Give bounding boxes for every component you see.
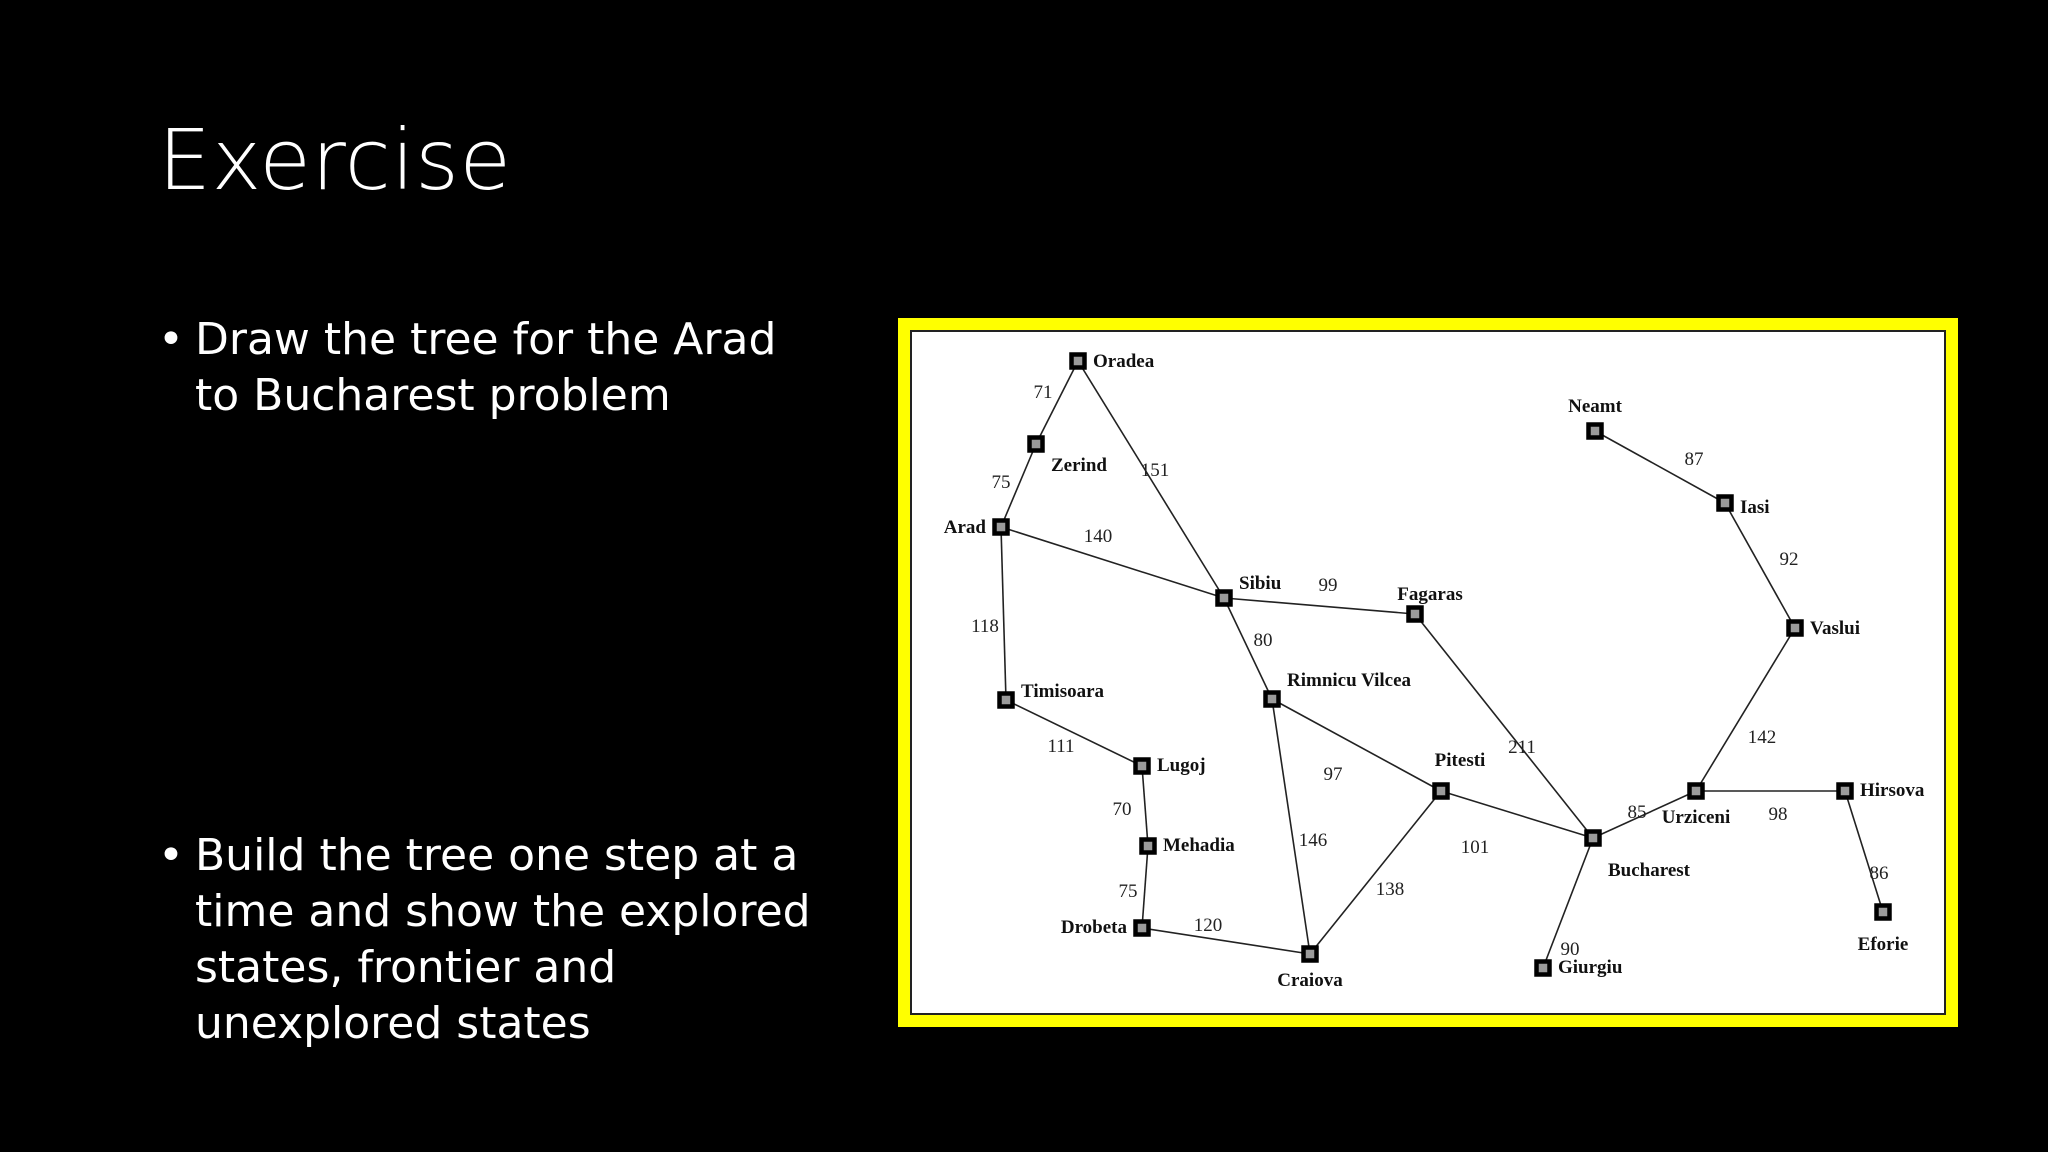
- distance-label-urziceni-hirsova: 98: [1768, 804, 1788, 825]
- road-iasi-neamt: [1595, 431, 1725, 503]
- city-label-lugoj: Lugoj: [1157, 755, 1206, 776]
- city-node-urziceni: [1690, 785, 1703, 798]
- distance-label-urziceni-vaslui: 142: [1747, 727, 1777, 748]
- city-label-fagaras: Fagaras: [1397, 584, 1463, 605]
- city-label-sibiu: Sibiu: [1239, 573, 1282, 594]
- city-label-neamt: Neamt: [1568, 396, 1622, 417]
- road-craiova-pitesti: [1310, 791, 1441, 954]
- road-arad-timisoara: [1001, 527, 1006, 700]
- distance-label-rimnicu-craiova: 146: [1298, 830, 1328, 851]
- city-node-iasi: [1719, 497, 1732, 510]
- city-node-eforie: [1877, 906, 1890, 919]
- distance-label-rimnicu-pitesti: 97: [1323, 764, 1343, 785]
- distance-label-oradea-zerind: 71: [1033, 382, 1053, 403]
- bullet-text: Draw the tree for the Arad to Bucharest problem: [195, 314, 777, 421]
- distance-label-timisoara-lugoj: 111: [1047, 736, 1075, 757]
- city-label-drobeta: Drobeta: [1060, 917, 1127, 938]
- city-label-bucharest: Bucharest: [1608, 860, 1690, 881]
- road-urziceni-vaslui: [1696, 628, 1795, 791]
- distance-label-zerind-arad: 75: [991, 472, 1011, 493]
- distance-label-vaslui-iasi: 92: [1779, 549, 1799, 570]
- road-pitesti-bucharest: [1441, 791, 1593, 838]
- distance-label-fagaras-bucharest: 211: [1508, 737, 1536, 758]
- city-node-bucharest: [1587, 832, 1600, 845]
- city-label-timisoara: Timisoara: [1021, 681, 1105, 702]
- road-fagaras-bucharest: [1415, 614, 1593, 838]
- city-node-giurgiu: [1537, 962, 1550, 975]
- city-node-oradea: [1072, 355, 1085, 368]
- city-label-vaslui: Vaslui: [1810, 618, 1860, 639]
- romania-map-frame: [898, 318, 1958, 1027]
- bullet-marker: •: [158, 314, 184, 365]
- slide-title: Exercise: [158, 111, 512, 209]
- city-label-pitesti: Pitesti: [1434, 750, 1486, 771]
- city-node-lugoj: [1136, 760, 1149, 773]
- city-node-pitesti: [1435, 785, 1448, 798]
- city-node-vaslui: [1789, 622, 1802, 635]
- city-label-zerind: Zerind: [1051, 455, 1107, 476]
- road-rimnicu-craiova: [1272, 699, 1310, 954]
- city-node-zerind: [1030, 438, 1043, 451]
- road-hirsova-eforie: [1845, 791, 1883, 912]
- road-arad-sibiu: [1001, 527, 1224, 598]
- city-label-urziceni: Urziceni: [1661, 807, 1731, 828]
- distance-label-iasi-neamt: 87: [1684, 449, 1704, 470]
- city-node-neamt: [1589, 425, 1602, 438]
- city-node-drobeta: [1136, 922, 1149, 935]
- distance-label-oradea-sibiu: 151: [1140, 460, 1170, 481]
- city-node-fagaras: [1409, 608, 1422, 621]
- romania-road-map-diagram: [910, 330, 1946, 1015]
- city-label-mehadia: Mehadia: [1163, 835, 1235, 856]
- distance-label-bucharest-giurgiu: 90: [1560, 939, 1580, 960]
- city-label-eforie: Eforie: [1857, 934, 1909, 955]
- city-node-hirsova: [1839, 785, 1852, 798]
- distance-label-sibiu-rimnicu: 80: [1253, 630, 1273, 651]
- city-node-sibiu: [1218, 592, 1231, 605]
- distance-label-sibiu-fagaras: 99: [1318, 575, 1338, 596]
- road-mehadia-drobeta: [1142, 846, 1148, 928]
- road-drobeta-craiova: [1142, 928, 1310, 954]
- city-label-craiova: Craiova: [1277, 970, 1343, 991]
- distance-labels-layer: [971, 382, 1888, 960]
- bullet-marker: •: [158, 830, 184, 881]
- bullet-item-draw-tree: [158, 312, 818, 424]
- city-label-arad: Arad: [943, 517, 986, 538]
- distance-label-lugoj-mehadia: 70: [1112, 799, 1132, 820]
- distance-label-pitesti-bucharest: 101: [1460, 837, 1490, 858]
- city-label-hirsova: Hirsova: [1860, 780, 1925, 801]
- city-node-timisoara: [1000, 694, 1013, 707]
- distance-label-bucharest-urziceni: 85: [1627, 802, 1647, 823]
- distance-label-arad-timisoara: 118: [971, 616, 999, 637]
- distance-label-hirsova-eforie: 86: [1869, 863, 1889, 884]
- city-node-arad: [995, 521, 1008, 534]
- city-node-rimnicu: [1266, 693, 1279, 706]
- city-label-giurgiu: Giurgiu: [1558, 957, 1623, 978]
- city-label-rimnicu: Rimnicu Vilcea: [1287, 670, 1412, 691]
- roads-layer: [1001, 361, 1883, 968]
- road-sibiu-fagaras: [1224, 598, 1415, 614]
- city-node-mehadia: [1142, 840, 1155, 853]
- distance-label-craiova-pitesti: 138: [1375, 879, 1405, 900]
- city-label-iasi: Iasi: [1740, 497, 1770, 518]
- city-label-oradea: Oradea: [1093, 351, 1155, 372]
- bullet-item-build-tree: [158, 828, 818, 1052]
- distance-label-mehadia-drobeta: 75: [1118, 881, 1138, 902]
- distance-label-arad-sibiu: 140: [1083, 526, 1113, 547]
- road-rimnicu-pitesti: [1272, 699, 1441, 791]
- bullet-text: Build the tree one step at a time and show the explored states, frontier and unexplored states: [195, 830, 811, 1049]
- road-lugoj-mehadia: [1142, 766, 1148, 846]
- city-labels-layer: [944, 351, 1925, 991]
- romania-map: [910, 330, 1946, 1015]
- city-node-craiova: [1304, 948, 1317, 961]
- distance-label-drobeta-craiova: 120: [1193, 915, 1223, 936]
